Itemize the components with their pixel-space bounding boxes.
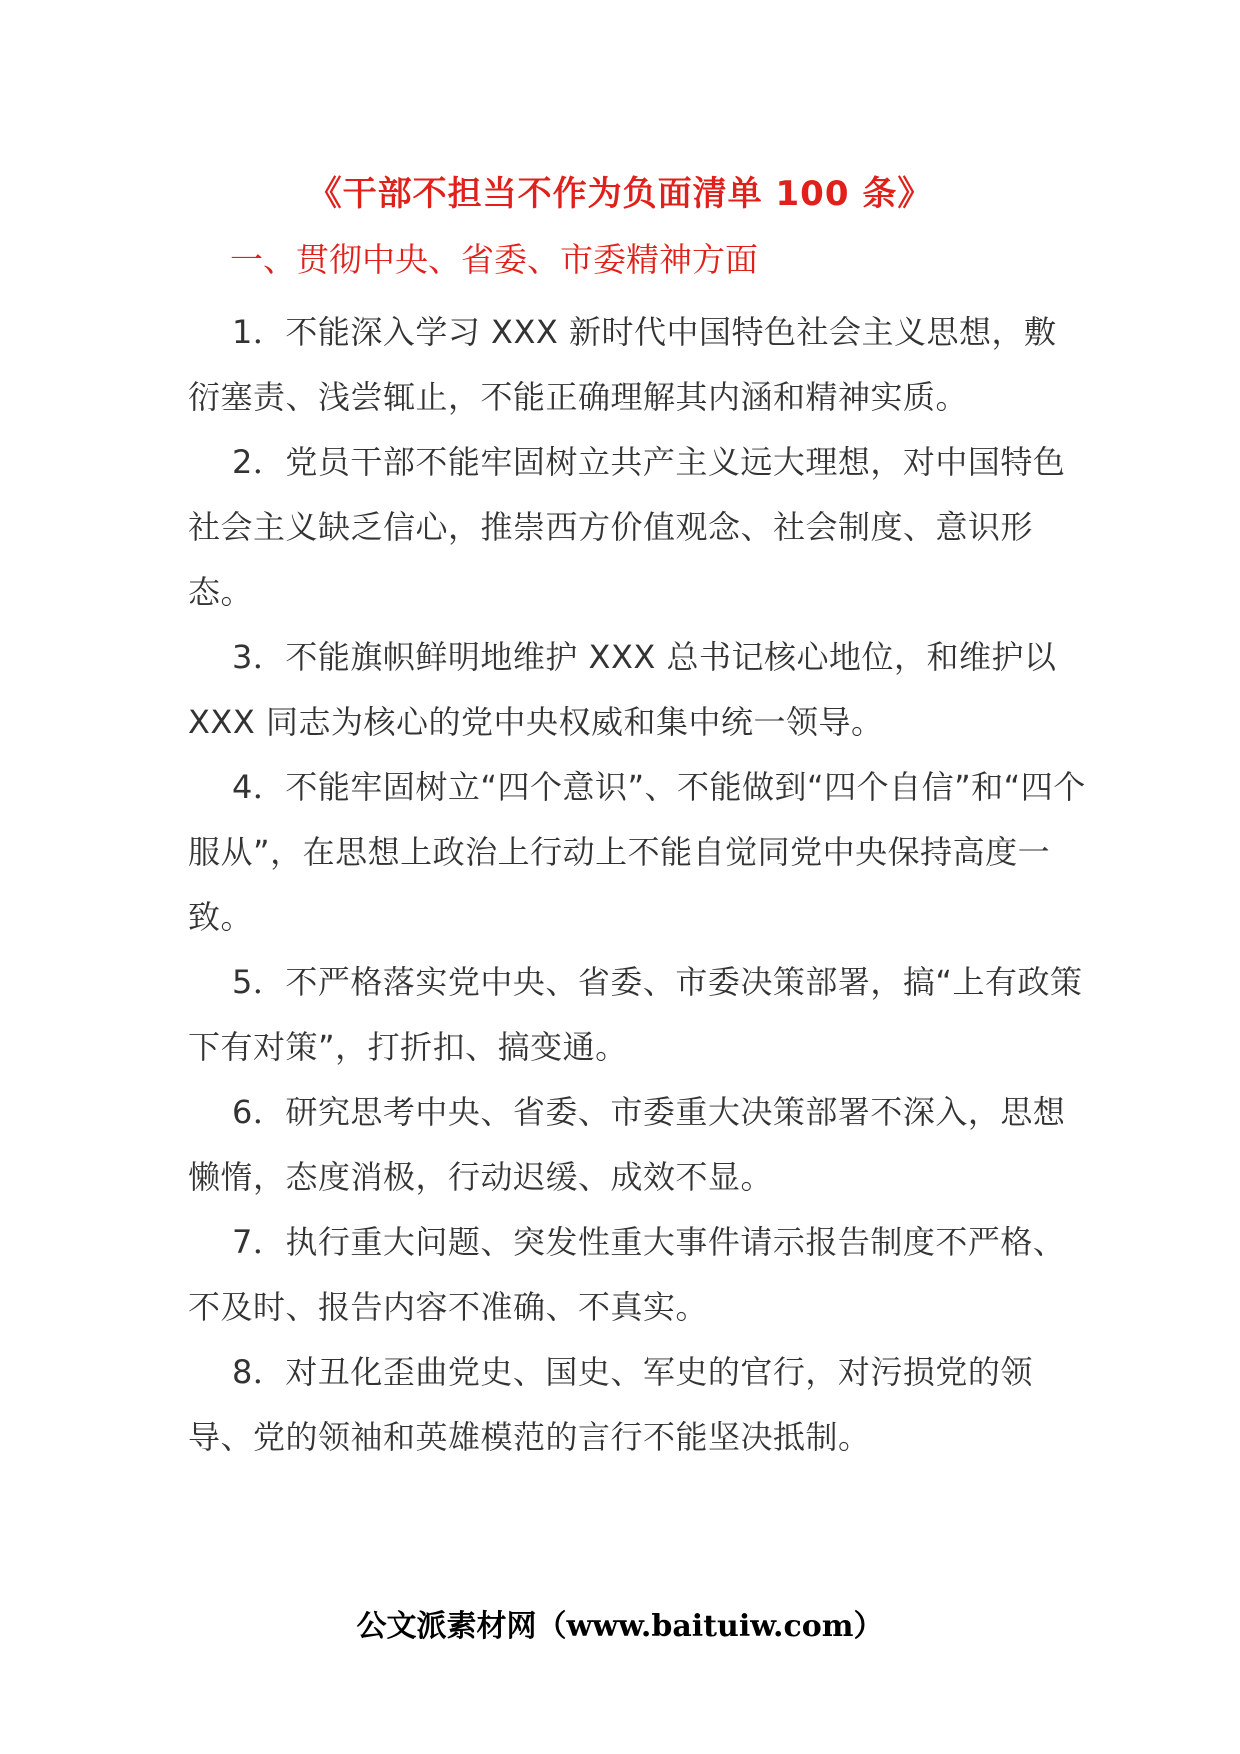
document-body bbox=[188, 300, 1088, 1470]
list-item: 4．不能牢固树立“四个意识”、不能做到“四个自信”和“四个服从”，在思想上政治上行动上不能自觉同党中央保持高度一致。 bbox=[188, 768, 1086, 936]
list-item: 3．不能旗帜鲜明地维护 XXX 总书记核心地位，和维护以 XXX 同志为核心的党中央权威和集中统一领导。 bbox=[188, 638, 1057, 741]
list-item: 7．执行重大问题、突发性重大事件请示报告制度不严格、不及时、报告内容不准确、不真实。 bbox=[188, 1223, 1066, 1326]
list-item: 2．党员干部不能牢固树立共产主义远大理想，对中国特色社会主义缺乏信心，推崇西方价值观念、社会制度、意识形态。 bbox=[188, 443, 1066, 611]
page-footer: 公文派素材网（www.baituiw.com） bbox=[356, 1609, 884, 1644]
document-title: 《干部不担当不作为负面清单 100 条》 bbox=[307, 174, 933, 214]
list-item: 6．研究思考中央、省委、市委重大决策部署不深入，思想懒惰，态度消极，行动迟缓、成效不显。 bbox=[188, 1093, 1066, 1196]
section-heading: 一、贯彻中央、省委、市委精神方面 bbox=[230, 240, 758, 279]
list-item: 5．不严格落实党中央、省委、市委决策部署，搞“上有政策下有对策”，打折扣、搞变通。 bbox=[188, 963, 1083, 1066]
list-item: 8．对丑化歪曲党史、国史、军史的官行，对污损党的领导、党的领袖和英雄模范的言行不能坚决抵制。 bbox=[188, 1353, 1033, 1456]
list-item: 1．不能深入学习 XXX 新时代中国特色社会主义思想，敷衍塞责、浅尝辄止，不能正确理解其内涵和精神实质。 bbox=[188, 313, 1057, 416]
